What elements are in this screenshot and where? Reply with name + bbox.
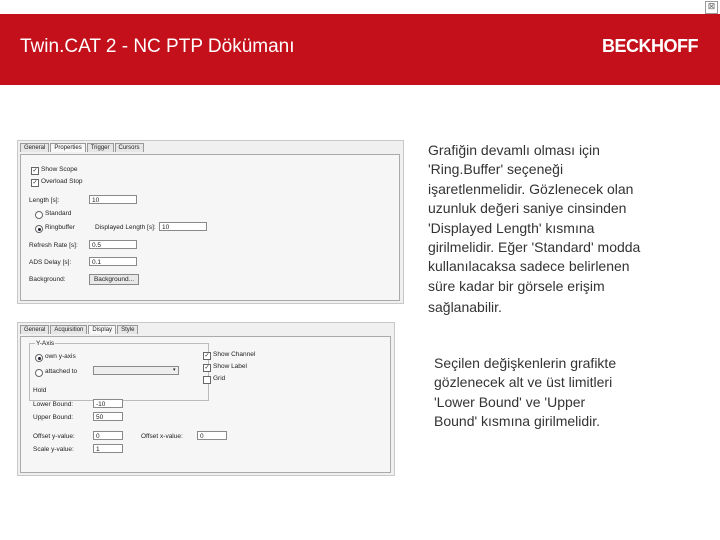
bounds-description — [434, 354, 710, 432]
description-line: Grafiğin devamlı olması için — [428, 142, 600, 158]
scale-y-field[interactable]: 1 — [93, 444, 123, 453]
ads-delay-field[interactable]: 0.1 — [89, 257, 137, 266]
grid-label: Grid — [213, 375, 226, 382]
description-line: Bound' kısmına girilmelidir. — [434, 413, 601, 430]
offset-x-field[interactable]: 0 — [197, 431, 227, 440]
close-icon[interactable]: ⊠ — [705, 1, 718, 14]
description-line: girilmelidir. Eğer 'Standard' modda — [428, 239, 641, 256]
hold-label: Hold — [33, 387, 47, 394]
page-title: Twin.CAT 2 - NC PTP Dökümanı — [20, 36, 295, 57]
tab-trigger[interactable]: Trigger — [87, 143, 114, 152]
overload-stop-label: Overload Stop — [41, 178, 83, 185]
chevron-down-icon[interactable]: ▾ — [173, 367, 176, 373]
upper-bound-label: Upper Bound: — [33, 414, 74, 421]
background-label: Background: — [29, 276, 66, 283]
ringbuffer-radio[interactable] — [35, 225, 43, 233]
length-field[interactable]: 10 — [89, 195, 137, 204]
display-page — [20, 336, 391, 473]
description-line: süre kadar bir görsele erişim — [428, 277, 605, 294]
description-line: 'Displayed Length' kısmına — [428, 219, 595, 236]
attached-to-label: attached to — [45, 368, 78, 375]
description-line: sağlanabilir. — [428, 299, 502, 316]
length-label: Length [s]: — [29, 197, 60, 204]
properties-page — [20, 154, 400, 301]
description-line: Seçilen değişkenlerin grafikte — [434, 355, 617, 371]
own-yaxis-radio[interactable] — [35, 354, 43, 362]
show-label-label: Show Label — [213, 363, 247, 370]
tab-display[interactable]: Display — [88, 325, 116, 334]
description-line: gözlenecek alt ve üst limitleri — [434, 374, 613, 391]
display-tabs — [20, 325, 139, 334]
offset-y-field[interactable]: 0 — [93, 431, 123, 440]
description-line: 'Ring.Buffer' seçeneği — [428, 161, 564, 178]
standard-radio[interactable] — [35, 211, 43, 219]
yaxis-group-label: Y-Axis — [36, 340, 55, 347]
refresh-rate-field[interactable]: 0.5 — [89, 240, 137, 249]
grid-checkbox[interactable] — [203, 376, 211, 384]
attached-to-select[interactable] — [93, 366, 179, 375]
description-line: işaretlenmelidir. Gözlenecek olan — [428, 180, 634, 197]
tab-general[interactable]: General — [20, 143, 49, 152]
ringbuffer-label: Ringbuffer — [45, 224, 75, 231]
scope-properties-panel — [17, 140, 404, 304]
description-line: 'Lower Bound' ve 'Upper — [434, 393, 586, 410]
description-line: uzunluk değeri saniye cinsinden — [428, 200, 627, 217]
offset-y-label: Offset y-value: — [33, 433, 75, 440]
lower-bound-field[interactable]: -10 — [93, 399, 123, 408]
show-scope-checkbox[interactable]: ✓ — [32, 168, 38, 174]
show-channel-checkbox[interactable]: ✓ — [204, 353, 210, 359]
show-scope-label: Show Scope — [41, 166, 78, 173]
properties-tabs — [20, 143, 145, 152]
tab-style[interactable]: Style — [117, 325, 138, 334]
offset-x-label: Offset x-value: — [141, 433, 183, 440]
tab-cursors[interactable]: Cursors — [115, 143, 144, 152]
ringbuffer-description — [428, 141, 708, 318]
overload-stop-checkbox[interactable]: ✓ — [32, 180, 38, 186]
description-line: kullanılacaksa sadece belirlenen — [428, 258, 630, 275]
displayed-length-field[interactable]: 10 — [159, 222, 207, 231]
scale-y-label: Scale y-value: — [33, 446, 74, 453]
standard-label: Standard — [45, 210, 72, 217]
lower-bound-label: Lower Bound: — [33, 401, 74, 408]
refresh-rate-label: Refresh Rate [s]: — [29, 242, 78, 249]
brand-logo: BECKHOFF — [602, 36, 698, 56]
tab-acquisition[interactable]: Acquisition — [50, 325, 87, 334]
ads-delay-label: ADS Delay [s]: — [29, 259, 72, 266]
show-channel-label: Show Channel — [213, 351, 256, 358]
own-yaxis-label: own y-axis — [45, 353, 76, 360]
background-button[interactable]: Background... — [89, 274, 139, 285]
tab-general[interactable]: General — [20, 325, 49, 334]
scope-display-panel — [17, 322, 395, 476]
show-label-checkbox[interactable]: ✓ — [204, 365, 210, 371]
tab-properties[interactable]: Properties — [50, 143, 85, 152]
displayed-length-label: Displayed Length [s]: — [95, 224, 156, 231]
upper-bound-field[interactable]: 50 — [93, 412, 123, 421]
attached-to-radio[interactable] — [35, 369, 43, 377]
